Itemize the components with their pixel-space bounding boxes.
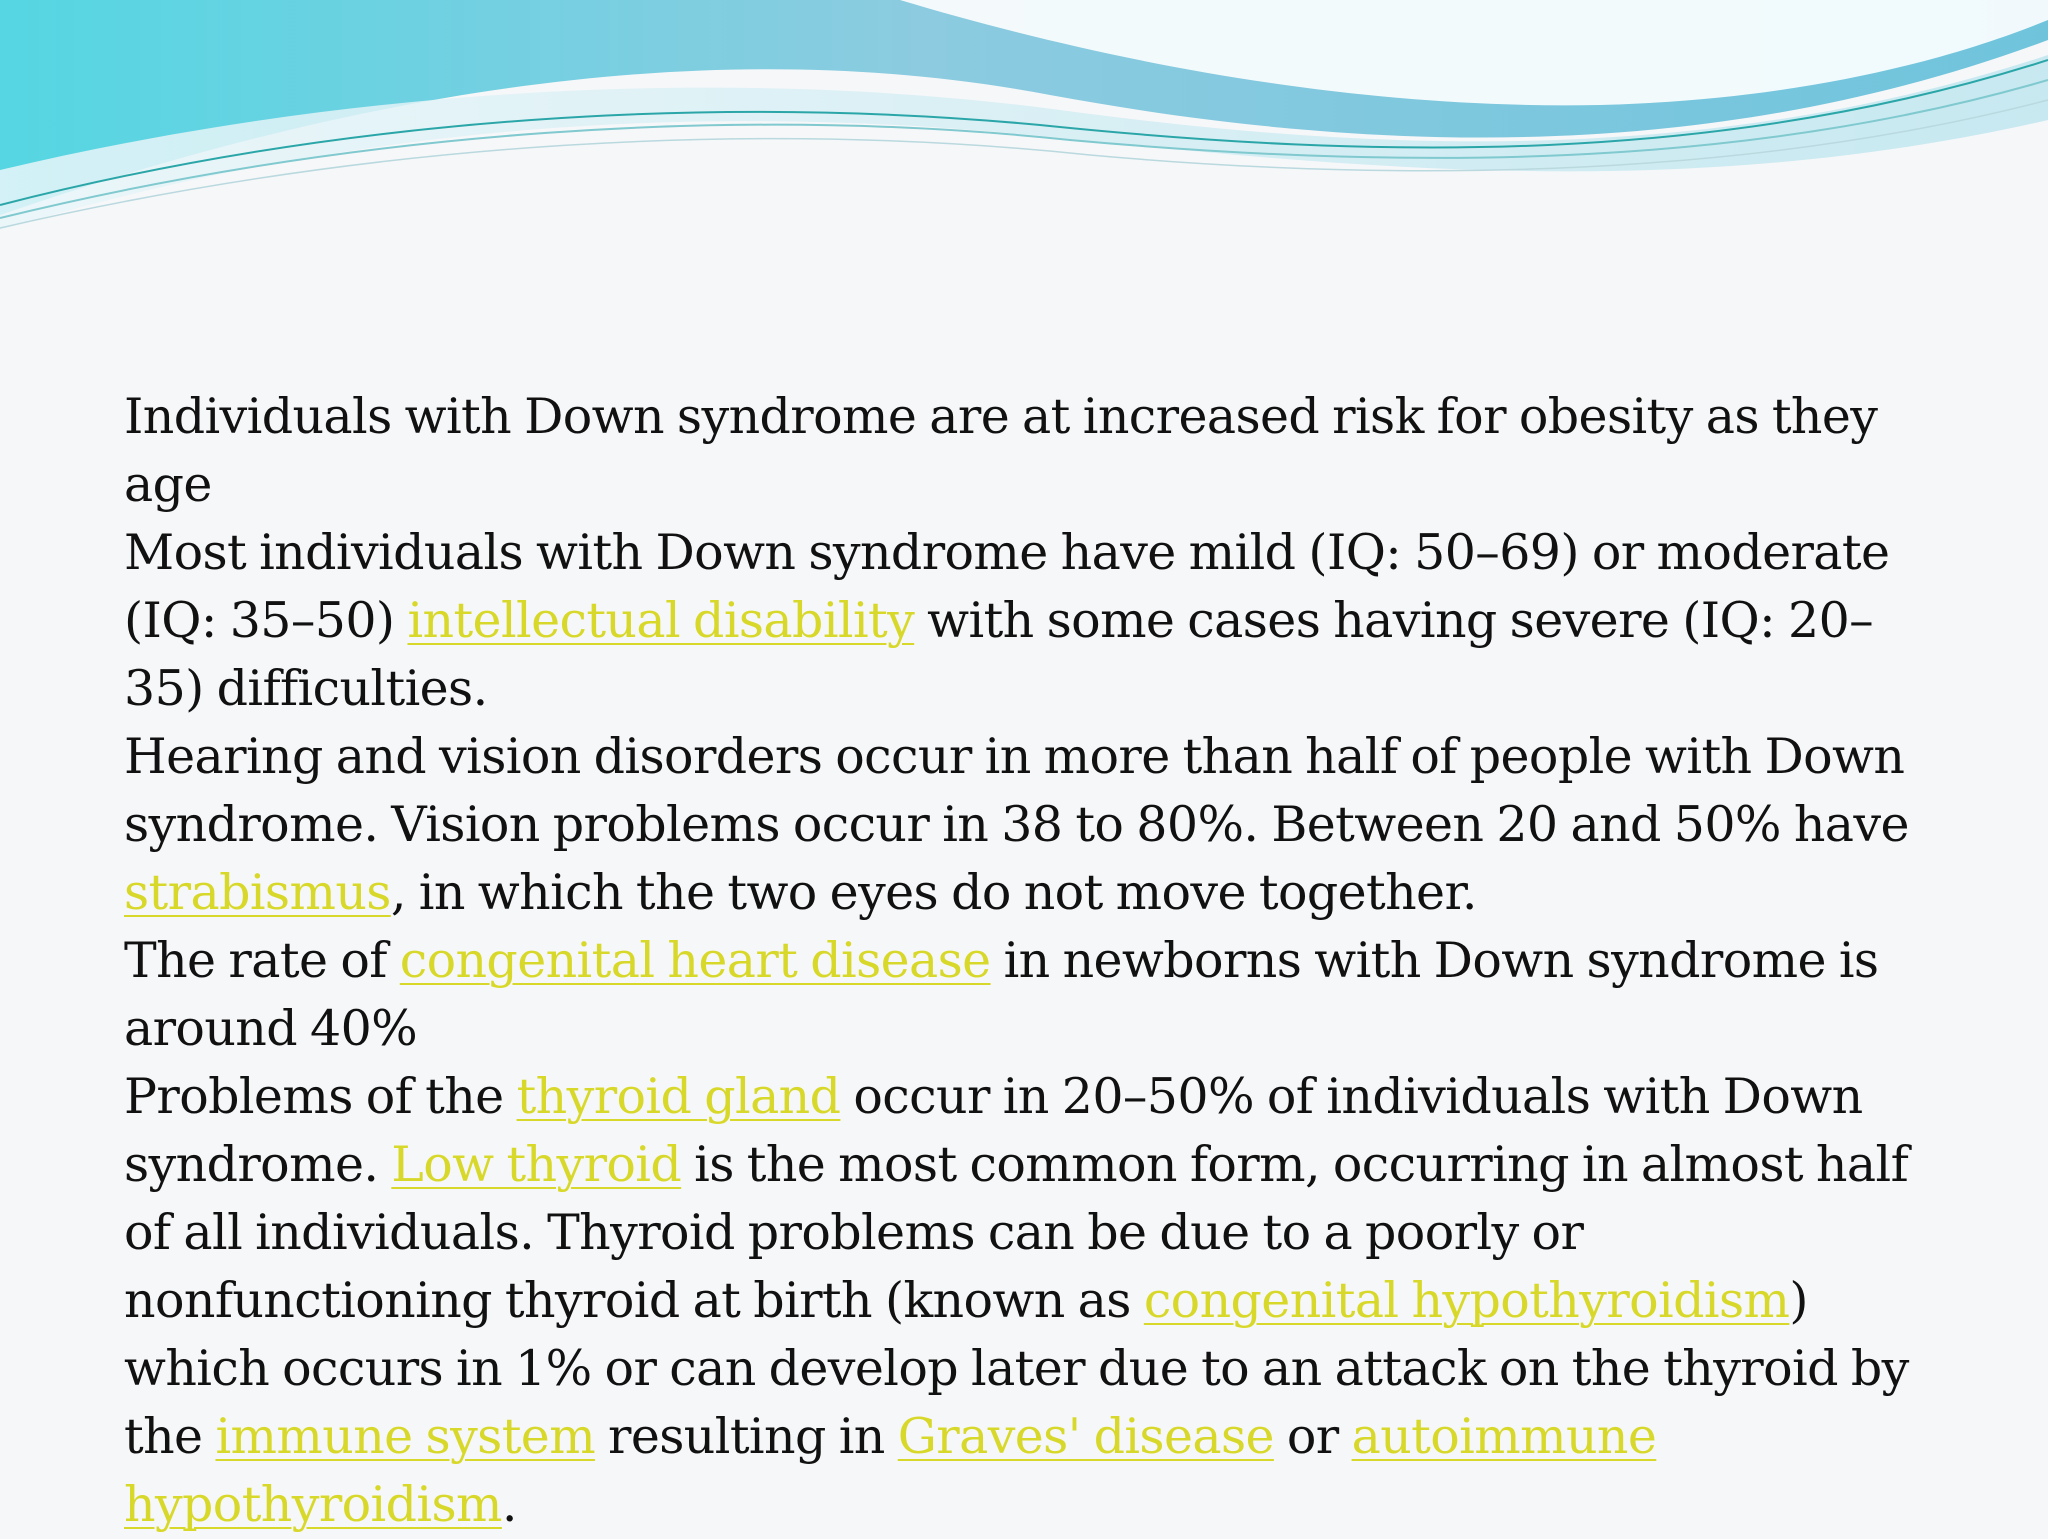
- slide-body: [124, 383, 1944, 1539]
- text-segment: is the most common form, occurring in almost half of all individuals. Thyroid problems can be due to a poorly or nonfunctioning thyroid at birth (known as: [124, 1136, 1909, 1329]
- text-segment: resulting in: [595, 1408, 898, 1465]
- text-segment: Hearing and vision disorders occur in more than half of people with Down syndrome. Vision problems occur in 38 to 80%. Between 20 and 50% have: [124, 728, 1909, 853]
- link-graves-disease[interactable]: Graves' disease: [897, 1408, 1274, 1465]
- text-segment: or: [1273, 1408, 1352, 1465]
- link-congenital-heart-disease[interactable]: congenital heart disease: [399, 932, 991, 989]
- link-intellectual-disability[interactable]: intellectual disability: [407, 592, 915, 649]
- text-segment: occur in 20–50% of individuals with Down syndrome.: [124, 1068, 1863, 1193]
- link-thyroid-gland[interactable]: thyroid gland: [516, 1068, 841, 1125]
- text-segment: , in which the two eyes do not move together.: [390, 864, 1477, 921]
- link-autoimmune-hypothyroidism[interactable]: autoimmune hypothyroidism: [124, 1408, 1657, 1533]
- link-congenital-hypothyroidism[interactable]: congenital hypothyroidism: [1143, 1272, 1790, 1329]
- text-segment: with some cases having severe (IQ: 20–35) difficulties.: [124, 592, 1874, 717]
- paragraph-hearing-vision: [124, 723, 1944, 927]
- paragraph-intellectual: [124, 519, 1944, 723]
- paragraph-heart: [124, 927, 1944, 1063]
- text-segment: ) which occurs in 1% or can develop later due to an attack on the thyroid by the: [124, 1272, 1909, 1465]
- text-segment: Most individuals with Down syndrome have mild (IQ: 50–69) or moderate (IQ: 35–50): [124, 524, 1890, 649]
- link-immune-system[interactable]: immune system: [215, 1408, 596, 1465]
- paragraph-thyroid: [124, 1063, 1944, 1539]
- text-segment: Individuals with Down syndrome are at increased risk for obesity as they age: [124, 388, 1878, 513]
- text-segment: The rate of: [124, 932, 400, 989]
- paragraph-obesity: [124, 383, 1944, 519]
- link-strabismus[interactable]: strabismus: [124, 864, 391, 921]
- link-low-thyroid[interactable]: Low thyroid: [391, 1136, 682, 1193]
- text-segment: Problems of the: [124, 1068, 517, 1125]
- header-wave-decoration: [0, 0, 2048, 240]
- text-segment: .: [501, 1476, 517, 1533]
- text-segment: in newborns with Down syndrome is around 40%: [124, 932, 1879, 1057]
